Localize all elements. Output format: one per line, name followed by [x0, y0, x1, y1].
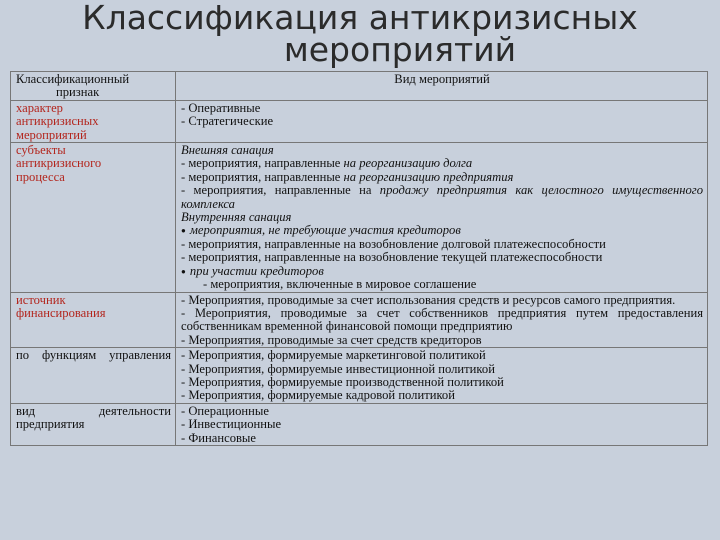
row-feature-subjects — [11, 143, 176, 292]
feature-line: финансирования — [16, 305, 106, 320]
table-row — [11, 100, 708, 142]
slide-title — [0, 0, 720, 69]
row-types-activity — [176, 403, 708, 445]
item-text: - мероприятия, направленные — [181, 169, 344, 184]
feature-line: характер — [16, 100, 63, 115]
list-item: - Операционные — [181, 403, 269, 418]
list-item: - Мероприятия, проводимые за счет собственников предприятия путем предоставления собственникам временной финансовой помощи предприятию — [181, 305, 703, 334]
table-row — [11, 403, 708, 445]
row-feature-funding — [11, 292, 176, 348]
table-row — [11, 143, 708, 292]
feature-line: источник — [16, 292, 66, 307]
classification-table — [10, 71, 708, 446]
row-types-nature — [176, 100, 708, 142]
list-item: - Стратегические — [181, 114, 274, 129]
bullet-item: ● при участии кредиторов — [181, 265, 703, 278]
list-item: - Мероприятия, формируемые производственной политикой — [181, 374, 504, 389]
external-sanation-heading: Внешняя санация — [181, 143, 274, 158]
row-types-functions — [176, 348, 708, 404]
internal-sanation-heading: Внутренняя санация — [181, 210, 292, 225]
feature-line: субъекты — [16, 143, 66, 158]
bullet-item: ● мероприятия, не требующие участия кредиторов — [181, 224, 703, 237]
title-line-2: мероприятий — [283, 30, 517, 69]
feature-line: антикризисного — [16, 156, 102, 171]
list-item: - Мероприятия, проводимые за счет средств кредиторов — [181, 332, 482, 347]
item-text-italic: на реорганизацию предприятия — [343, 169, 514, 184]
list-item: - Мероприятия, формируемые кадровой политикой — [181, 388, 455, 403]
header-feature — [11, 72, 176, 101]
list-item: - Мероприятия, формируемые инвестиционной политикой — [181, 361, 495, 376]
list-item — [181, 157, 703, 170]
item-text: - мероприятия, направленные на — [181, 183, 380, 198]
table-header-row — [11, 72, 708, 101]
header-type: Вид мероприятий — [176, 72, 708, 101]
row-feature-nature — [11, 100, 176, 142]
row-feature-activity — [11, 403, 176, 445]
row-types-funding — [176, 292, 708, 348]
list-item: - мероприятия, направленные на возобновление текущей платежеспособности — [181, 250, 603, 265]
list-item — [181, 184, 703, 211]
item-text-italic: продажу предприятия как целостного имущественного комплекса — [181, 183, 703, 211]
list-item: - Мероприятия, формируемые маркетинговой политикой — [181, 348, 486, 363]
feature-line: по функциям управления — [16, 348, 171, 363]
list-item: - Инвестиционные — [181, 417, 282, 432]
title-line-1: Классификация антикризисных — [82, 0, 638, 37]
list-item: - мероприятия, включенные в мировое соглашение — [203, 277, 477, 292]
feature-line: процесса — [16, 169, 65, 184]
table-row — [11, 348, 708, 404]
header-feature-line-2: признак — [56, 85, 100, 100]
list-item: - Финансовые — [181, 430, 256, 445]
feature-line: вид деятельности предприятия — [16, 403, 171, 432]
list-item: - Оперативные — [181, 100, 261, 115]
header-feature-line-1: Классификационный — [16, 72, 130, 86]
list-item: - мероприятия, направленные на возобновление долговой платежеспособности — [181, 236, 606, 251]
list-item — [181, 171, 703, 184]
item-text: - мероприятия, направленные — [181, 156, 344, 171]
list-item: - Мероприятия, проводимые за счет использования средств и ресурсов самого предприятия. — [181, 292, 676, 307]
item-text-italic: на реорганизацию долга — [343, 156, 473, 171]
feature-line: мероприятий — [16, 127, 87, 142]
table-row — [11, 292, 708, 348]
row-feature-functions — [11, 348, 176, 404]
feature-line: антикризисных — [16, 114, 99, 129]
row-types-subjects — [176, 143, 708, 292]
